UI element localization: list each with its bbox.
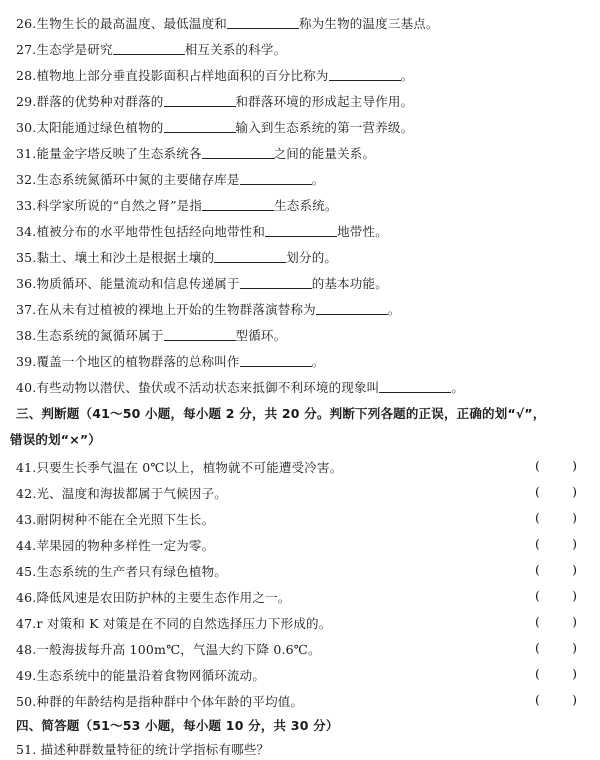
- question-38: [16, 326, 286, 344]
- question-text: 之间的能量关系。: [273, 146, 376, 161]
- question-text: 。: [311, 354, 325, 369]
- answer-parentheses[interactable]: ( ): [535, 510, 577, 525]
- question-50: 50.种群的年龄结构是指种群中个体年龄的平均值。: [16, 694, 304, 709]
- section-4-heading: 四、简答题（51～53 小题，每小题 10 分，共 30 分）: [16, 718, 339, 733]
- question-number: 26.: [16, 16, 37, 31]
- question-number: 37.: [16, 302, 37, 317]
- question-29: [16, 92, 413, 110]
- question-text: 输入到生态系统的第一营养级。: [235, 120, 414, 135]
- question-43: 43.耐阴树种不能在全光照下生长。: [16, 512, 215, 527]
- answer-parentheses[interactable]: ( ): [535, 536, 577, 551]
- question-number: 31.: [16, 146, 37, 161]
- section-3-heading: 三、判断题（41～50 小题，每小题 2 分，共 20 分。判断下列各题的正误，正确的划“√”，: [16, 406, 546, 421]
- answer-blank[interactable]: [316, 302, 388, 315]
- answer-blank[interactable]: [202, 146, 274, 159]
- question-33: [16, 196, 338, 214]
- question-number: 33.: [16, 198, 37, 213]
- answer-parentheses[interactable]: ( ): [535, 640, 577, 655]
- question-text: 称为生物的温度三基点。: [299, 16, 439, 31]
- question-text: 在从未有过植被的裸地上开始的生物群落演替称为: [36, 302, 316, 317]
- question-26: [16, 14, 439, 32]
- question-number: 38.: [16, 328, 37, 343]
- question-text: 科学家所说的“自然之肾”是指: [36, 198, 203, 213]
- question-number: 36.: [16, 276, 37, 291]
- answer-blank[interactable]: [240, 276, 312, 289]
- answer-blank[interactable]: [240, 172, 312, 185]
- answer-parentheses[interactable]: ( ): [535, 692, 577, 707]
- question-45: 45.生态系统的生产者只有绿色植物。: [16, 564, 227, 579]
- question-text: 相互关系的科学。: [184, 42, 287, 57]
- question-48: 48.一般海拔每升高 100m℃，气温大约下降 0.6℃。: [16, 642, 321, 657]
- question-number: 27.: [16, 42, 37, 57]
- question-37: [16, 300, 401, 318]
- question-30: [16, 118, 413, 136]
- question-text: 群落的优势种对群落的: [36, 94, 164, 109]
- question-number: 28.: [16, 68, 37, 83]
- question-text: 划分的。: [286, 250, 338, 265]
- question-text: 的基本功能。: [311, 276, 388, 291]
- answer-parentheses[interactable]: ( ): [535, 458, 577, 473]
- question-46: 46.降低风速是农田防护林的主要生态作用之一。: [16, 590, 291, 605]
- question-text: 生态系统氮循环中氮的主要储存库是: [36, 172, 240, 187]
- answer-blank[interactable]: [164, 120, 236, 133]
- question-49: 49.生态系统中的能量沿着食物网循环流动。: [16, 668, 266, 683]
- question-27: [16, 40, 286, 58]
- question-text: 生态系统。: [274, 198, 338, 213]
- question-number: 39.: [16, 354, 37, 369]
- question-text: 植被分布的水平地带性包括经向地带性和: [36, 224, 266, 239]
- question-text: 黏土、壤土和沙土是根据土壤的: [36, 250, 215, 265]
- question-text: 和群落环境的形成起主导作用。: [235, 94, 414, 109]
- question-text: 生物生长的最高温度、最低温度和: [36, 16, 227, 31]
- question-text: 有些动物以潜伏、蛰伏或不活动状态来抵御不利环境的现象叫: [36, 380, 380, 395]
- question-number: 32.: [16, 172, 37, 187]
- question-32: [16, 170, 324, 188]
- question-51: 51. 描述种群数量特征的统计学指标有哪些？: [16, 742, 270, 757]
- question-text: 植物地上部分垂直投影面积占样地面积的百分比称为: [36, 68, 329, 83]
- question-44: 44.苹果园的物种多样性一定为零。: [16, 538, 215, 553]
- question-39: [16, 352, 324, 370]
- answer-blank[interactable]: [379, 380, 451, 393]
- question-text: 生态系统的氮循环属于: [36, 328, 164, 343]
- question-text: 。: [387, 302, 401, 317]
- question-text: 。: [400, 68, 414, 83]
- question-number: 40.: [16, 380, 37, 395]
- question-text: 型循环。: [235, 328, 287, 343]
- answer-blank[interactable]: [214, 250, 286, 263]
- question-40: [16, 378, 464, 396]
- question-text: 太阳能通过绿色植物的: [36, 120, 164, 135]
- answer-parentheses[interactable]: ( ): [535, 588, 577, 603]
- question-31: [16, 144, 375, 162]
- answer-blank[interactable]: [164, 94, 236, 107]
- question-36: [16, 274, 388, 292]
- answer-blank[interactable]: [265, 224, 337, 237]
- answer-parentheses[interactable]: ( ): [535, 666, 577, 681]
- answer-blank[interactable]: [164, 328, 236, 341]
- answer-blank[interactable]: [202, 198, 274, 211]
- question-34: [16, 222, 388, 240]
- answer-parentheses[interactable]: ( ): [535, 562, 577, 577]
- question-number: 29.: [16, 94, 37, 109]
- question-28: [16, 66, 413, 84]
- question-number: 34.: [16, 224, 37, 239]
- question-text: 。: [311, 172, 325, 187]
- question-text: 。: [451, 380, 465, 395]
- question-35: [16, 248, 337, 266]
- answer-blank[interactable]: [240, 354, 312, 367]
- question-number: 35.: [16, 250, 37, 265]
- question-text: 物质循环、能量流动和信息传递属于: [36, 276, 240, 291]
- section-3-heading-cont: 错误的划“×”）: [10, 432, 102, 447]
- question-text: 地带性。: [337, 224, 388, 239]
- question-text: 能量金字塔反映了生态系统各: [36, 146, 202, 161]
- answer-blank[interactable]: [227, 16, 299, 29]
- question-text: 生态学是研究: [36, 42, 113, 57]
- question-number: 30.: [16, 120, 37, 135]
- answer-blank[interactable]: [329, 68, 401, 81]
- answer-parentheses[interactable]: ( ): [535, 614, 577, 629]
- question-47: 47.r 对策和 K 对策是在不同的自然选择压力下形成的。: [16, 616, 332, 631]
- answer-blank[interactable]: [113, 42, 185, 55]
- answer-parentheses[interactable]: ( ): [535, 484, 577, 499]
- question-text: 覆盖一个地区的植物群落的总称叫作: [36, 354, 240, 369]
- question-41: 41.只要生长季气温在 0℃以上，植物就不可能遭受冷害。: [16, 460, 343, 475]
- question-42: 42.光、温度和海拔都属于气候因子。: [16, 486, 227, 501]
